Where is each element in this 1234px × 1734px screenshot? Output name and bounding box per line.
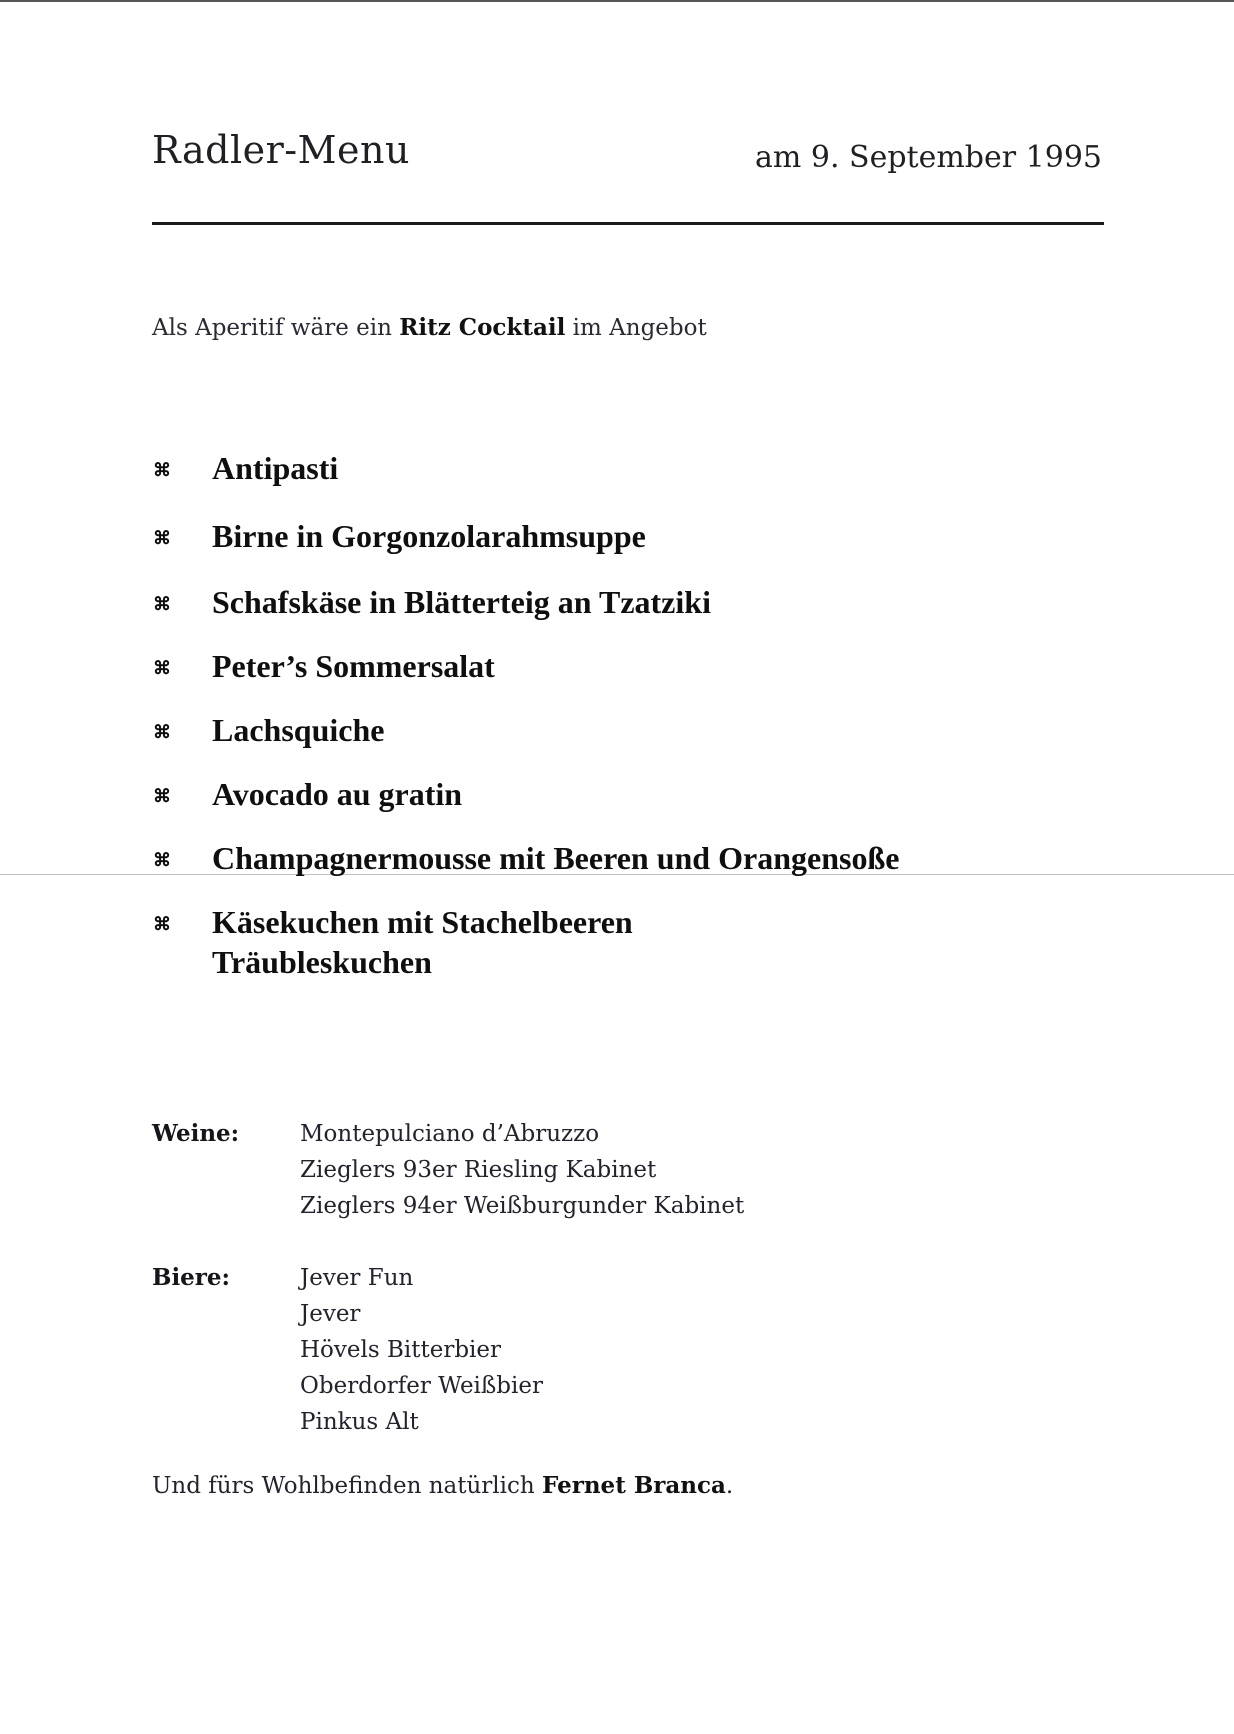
course-name: Champagnermousse mit Beeren und Orangensoße xyxy=(212,840,900,876)
command-bullet-icon: ⌘ xyxy=(153,914,171,934)
course-name: Schafskäse in Blätterteig an Tzatziki xyxy=(212,584,711,620)
closing-prefix: Und fürs Wohlbefinden natürlich xyxy=(152,1473,543,1499)
command-bullet-icon: ⌘ xyxy=(153,460,171,480)
wine-item: Zieglers 93er Riesling Kabinet xyxy=(300,1157,657,1183)
command-bullet-icon: ⌘ xyxy=(153,658,171,678)
course-name: Peter’s Sommersalat xyxy=(212,648,495,684)
course-item xyxy=(152,774,1152,814)
drinks-section xyxy=(152,1116,1052,1476)
aperitif-line xyxy=(152,314,707,341)
course-item xyxy=(152,582,1152,622)
beer-label: Biere: xyxy=(152,1264,231,1291)
header-divider xyxy=(152,222,1104,225)
course-item xyxy=(152,710,1152,750)
course-name-continued: Träubleskuchen xyxy=(212,944,432,980)
course-item xyxy=(152,516,1152,556)
course-name: Avocado au gratin xyxy=(212,776,463,812)
course-item xyxy=(152,902,1152,982)
beer-list xyxy=(152,1260,1052,1440)
closing-suffix: . xyxy=(725,1473,734,1499)
wine-list xyxy=(152,1116,1052,1224)
aperitif-prefix: Als Aperitif wäre ein xyxy=(152,315,400,341)
course-name: Antipasti xyxy=(212,450,339,486)
beer-item: Hövels Bitterbier xyxy=(300,1337,502,1363)
course-list xyxy=(152,448,1152,1006)
course-item xyxy=(152,838,1152,878)
menu-header xyxy=(152,128,1102,178)
closing-line xyxy=(152,1472,733,1499)
beer-item: Jever xyxy=(300,1301,361,1327)
command-bullet-icon: ⌘ xyxy=(153,786,171,806)
course-name: Lachsquiche xyxy=(212,712,385,748)
beer-item: Jever Fun xyxy=(300,1265,414,1291)
beer-item: Pinkus Alt xyxy=(300,1409,419,1435)
course-item xyxy=(152,448,1152,488)
page-top-edge xyxy=(0,0,1234,2)
command-bullet-icon: ⌘ xyxy=(153,850,171,870)
command-bullet-icon: ⌘ xyxy=(153,594,171,614)
command-bullet-icon: ⌘ xyxy=(153,528,171,548)
command-bullet-icon: ⌘ xyxy=(153,722,171,742)
wine-item: Zieglers 94er Weißburgunder Kabinet xyxy=(300,1193,745,1219)
wine-label: Weine: xyxy=(152,1120,240,1147)
closing-highlight: Fernet Branca xyxy=(542,1472,726,1499)
course-item xyxy=(152,646,1152,686)
menu-title: Radler-Menu xyxy=(152,128,410,172)
menu-date: am 9. September 1995 xyxy=(755,140,1102,175)
course-name: Käsekuchen mit Stachelbeeren xyxy=(212,904,633,940)
aperitif-suffix: im Angebot xyxy=(565,315,707,341)
wine-item: Montepulciano d’Abruzzo xyxy=(300,1121,600,1147)
beer-item: Oberdorfer Weißbier xyxy=(300,1373,543,1399)
aperitif-highlight: Ritz Cocktail xyxy=(399,314,566,341)
course-name: Birne in Gorgonzolarahmsuppe xyxy=(212,518,646,554)
